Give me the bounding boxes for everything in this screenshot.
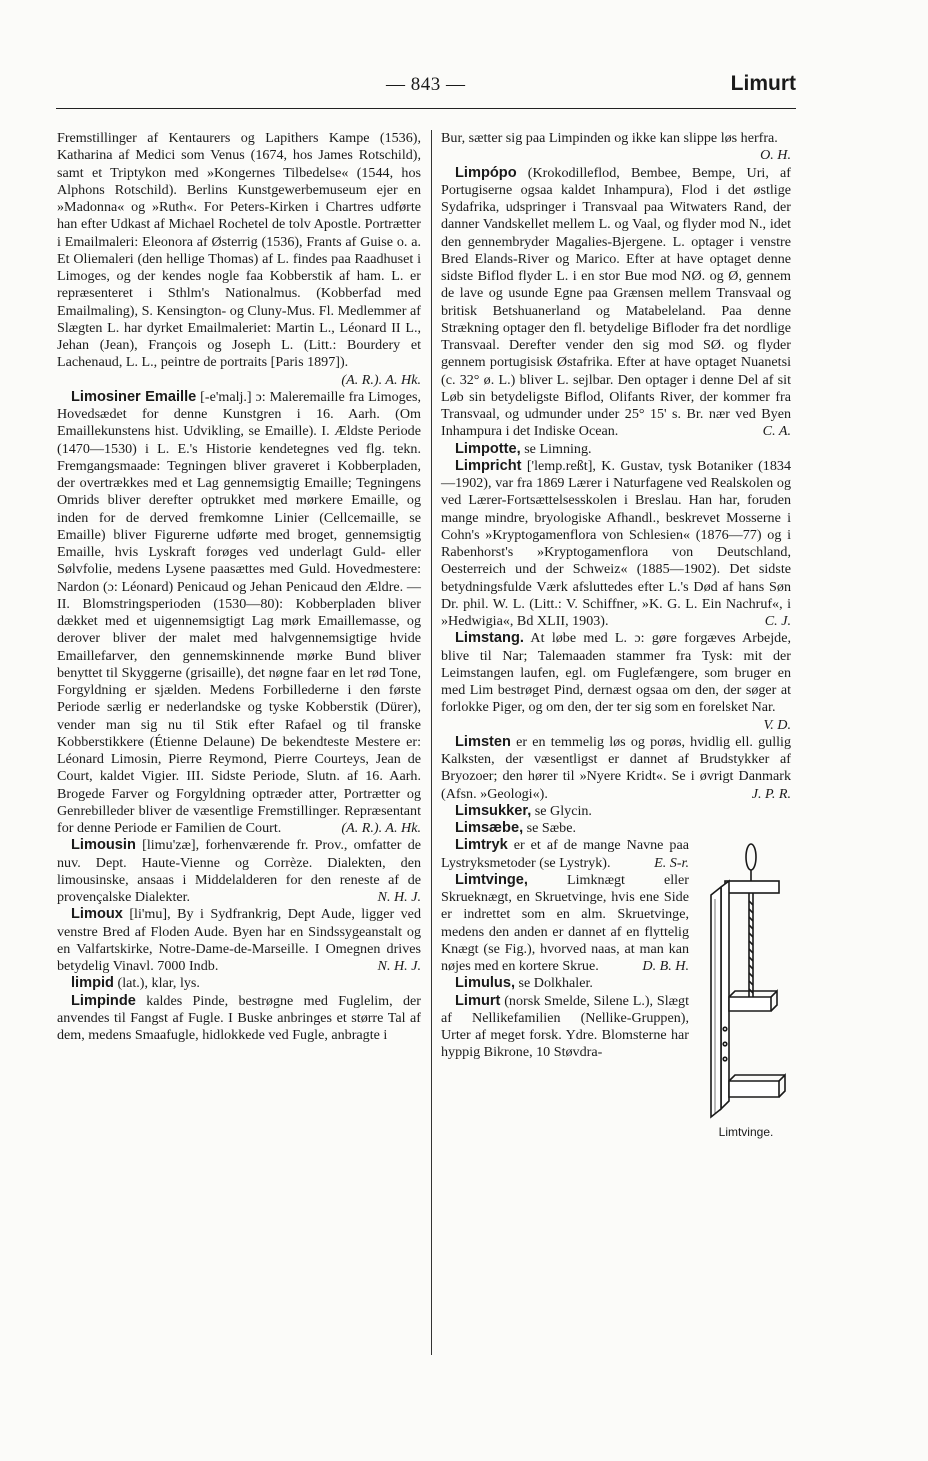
header-rule [56, 108, 796, 109]
entry-text: (lat.), klar, lys. [113, 975, 200, 992]
entry-text: kaldes Pinde, bestrøgne med Fuglelim, der anvendes til Fangst af Fugle. I Buske anbringes et større Tal af dem, medens Smaafugle, hidlokkede ved Fugle, anbragte i [57, 992, 421, 1043]
entry-limousin [57, 837, 421, 906]
headword: Limpotte, [455, 440, 521, 457]
entry-limpopo [441, 165, 791, 441]
headword: Limurt [455, 992, 501, 1009]
entry-text: er en temmelig løs og porøs, hvidlig ell. gullig Kalksten, der væsentligst er dannet af Brudstykker af Bryozoer; den hører til »Nyere Kridt«. Se i øvrigt Danmark (Afsn. »Geologi«). [441, 733, 791, 802]
entry-text: ['lemp.reßt], K. Gustav, tysk Botaniker (1834—1902), var fra 1869 Lærer i Naturfagene ved Realskolen og ved Lærer-Fortsættelsesskolen i Breslau. Han har, foruden mange mindre, bryologiske Afhandl., beskrevet Mosserne i Cohn's »Kryptogamenflora von Schlesien« (1876—77) og i Rabenhorst's »Kryptogamenflora von Deutschland, Oesterreich und der Schweiz« (1885—1902). Det sidste betydningsfulde Værk afsluttedes efter L.'s Død af hans Søn Dr. phil. W. L. (Litt.: V. Schiffner, »K. G. L. Ein Nachruf«, i »Hedwigia«, Bd XLII, 1903). [441, 457, 791, 629]
page-number: — 843 — [386, 74, 466, 95]
author-signature: (A. R.). A. Hk. [341, 371, 421, 388]
entry-text: (Krokodilleflod, Bembee, Bempe, Uri, af Portugiserne ogsaa kaldet Inhampura), Flod i det østlige Sydafrika, udspringer i Transvaal paa Witwaters Rand, der danner Vandskellet mellem L. og Vaal, og flyder mod N., idet den gennembryder Magalies-Bjergene. L. optager i venstre Bred Elands-River og Marico. Efter at have optaget denne sidste Biflod flyder L. i en stor Bue mod NØ. og Ø, gennem de lave og usunde Egne paa Grænsen mellem Transvaal og britisk Betshuanerland og Matabeleland. Paa denne Strækning optager den fl. betydelige Bifloder fra det nordlige Transvaal. Derefter vender den sig mod SØ. og flyder gennem portugisisk Østafrika. Efter at have optaget Nuanetsi (c. 32° ø. L.) bliver L. sejlbar. Den optager i denne Del af sit Løb sin betydeligste Biflod, Olifants River, der kommer fra Transvaal, og udmunder under 25° 15' s. Br. nær ved Byen Inhampura i det Indiske Ocean. [441, 164, 791, 440]
entry-limsukker [441, 803, 791, 820]
headword: Limoux [71, 906, 123, 923]
headword: Limstang. [455, 630, 524, 647]
clamp-illustration-icon [699, 839, 793, 1119]
headword: Limtryk [455, 837, 508, 854]
entry-text: se Sæbe. [523, 820, 576, 836]
author-signature: V. D. [763, 716, 791, 733]
entry-limosiner-emaille [57, 389, 421, 838]
entry-limpinde-continued [441, 130, 791, 164]
entry-limpid [57, 975, 421, 992]
entry-text: Limknægt eller Skrueknægt, en Skruetvinge, hvis ene Side er indrettet som en alm. Skruetvinge, medens den anden er dannet af en flyttelig Knægt (se Fig.), hvorved naas, at man kan nøjes med en kortere Skrue. [441, 871, 689, 974]
headword: Limousin [71, 837, 136, 854]
headword: Limpópo [455, 164, 517, 181]
headword: Limosiner Emaille [71, 388, 197, 405]
headword: Limsten [455, 733, 511, 750]
author-signature: C. A. [762, 423, 791, 440]
headword: limpid [71, 975, 114, 992]
right-column [441, 130, 791, 1139]
figure-caption: Limtvinge. [718, 1125, 774, 1139]
author-signature: O. H. [760, 147, 791, 164]
author-signature: J. P. R. [751, 785, 791, 802]
author-signature: C. J. [764, 613, 791, 629]
headword: Limtvinge, [455, 871, 528, 888]
entry-text: Fremstillinger af Kentaurers og Lapithers Kampe (1536), Katharina af Medici som Venus (1674, hos James Rotschild), samt et Triptykon med »Kongernes Tilbedelse« (1544, hos Alphons Rotschild). Berlins Kunstgewerbemuseum ejer en »Madonna« og »Ruth«. For Peters-Kirken i Chartres udførte han efter Udkast af Michael Rochetel de tolv Apostle. Portrætter i Emailmaleri: Eleonora af Østerrig (1536), Frants af Guise o. a. Et Oliemaleri (den hellige Thomas) af L. findes paa Raadhuset i Limoges, og der kendes nogle faa Kobberstik af ham. L. er repræsenteret i Sthlm's Nationalmus. (Kobberfad med Emailmaling), S. Kensington- og Cluny-Mus. Fl. Medlemmer af Slægten L. har dyrket Emailmaleriet: Martin L., Léonard II L., Jehan (Jean), François og Joseph L. (Litt.: Bourdery et Lachenaud, L. L., peintre de portraits [Paris 1897]). [57, 130, 421, 371]
headword: Limsæbe, [455, 820, 524, 836]
entry-limpotte [441, 441, 791, 458]
author-signature: E. S-r. [654, 854, 689, 871]
author-signature: N. H. J. [377, 889, 421, 905]
entry-text: [limu'zæ], forhenværende fr. Prov., omfatter de nuv. Dept. Haute-Vienne og Corrèze. Dialekten, den limousinske, ansaas i Middelalderen for den reneste af de provençalske Dialekter. [57, 837, 421, 905]
headword: Limpinde [71, 992, 136, 1009]
entry-text: se Limning. [520, 440, 592, 457]
entry-text: se Dolkhaler. [515, 975, 593, 992]
entry-text: Bur, sætter sig paa Limpinden og ikke kan slippe løs herfra. [441, 130, 778, 146]
limtvinge-figure [699, 839, 793, 1139]
running-head: Limurt [730, 72, 796, 95]
entry-text: er et af de mange Navne paa Lystryksmetoder (se Lystryk). [441, 837, 689, 871]
entry-text: [-e'malj.] ɔ: Maleremaille fra Limoges, Hovedsædet for denne Kunstgren i 16. Aarh. (Om Emaillekunstens hist. Udvikling, se Emaille). I. Ældste Periode (1470—1530) i L. E.'s Historie kendetegnes ved flg. tekn. Fremgangsmaade: Tegningen bliver graveret i Kobberpladen, der overtrækkes med et Lag gennemsigtig Emaille; Tegningens Omrids bliver derefter optrukket med mørkere Emaille, og inden for de derved fremkomne Linier (Cellcemaille, se Emaille) bliver Figurerne udførte med broget, gennemsigtig Emaille, hvis Lyskraft forøges ved underlagt Guld- eller Sølvfolie, medens Lysene paasættes med Guld. Hovedmestere: Nardon (ɔ: Léonard) Penicaud og Jehan Penicaud den Ældre. — II. Blomstringsperioden (1530—80): Kobberpladen bliver dækket med et uigennemsigtigt Lag mørk Emaillemasse, og derover bliver der malet med halvgennemsigtige hvide Emaillefarver, den gennemskinnende mørke Bund bliver benyttet til Skyggerne (grisaille), det nøgne faar en let rød Tone, Forgyldning er sjælden. Medens Forbillederne i den første Periode særlig er nederlandske og tyske Kobberstik (Dürer), vender man sig nu til Stik efter Rafael og til franske Kobberstikkere (Étienne Delaune) De bekendteste Mestere er: Léonard Limosin, Pierre Reymond, Pierre Courteys, Jean de Court, kaldet Vigier. III. Sidste Periode, Slutn. af 16. Aarh. Brogede Farver og Forgyldning optræder atter, Portrætter og Genrebilleder bliver de væsentlige Fremstillinger. Repræsentant for denne Periode er Familien de Court. [57, 388, 421, 836]
entry-limsten [441, 734, 791, 803]
entry-text: [li'mu], By i Sydfrankrig, Dept Aude, ligger ved venstre Bred af Floden Aude. Byen har en Sindssygeanstalt og en Valfartskirke, Notre-Dame-de-Marseille. I Omegnen drives betydelig Vinavl. 7000 Indb. [57, 906, 421, 974]
entry-text: se Glycin. [531, 802, 592, 819]
entry-limoux [57, 906, 421, 975]
entry-limosin-continued [57, 130, 421, 388]
entry-text: (norsk Smelde, Silene L.), Slægt af Nellikefamilien (Nellike-Gruppen), Urter af meget forsk. Ydre. Blomsterne har hyppig Bikrone, 10 Støvdra- [441, 992, 689, 1061]
author-signature: (A. R.). A. Hk. [341, 820, 421, 836]
entry-limsaebe [441, 820, 791, 837]
left-column [57, 130, 421, 1044]
headword: Limsukker, [455, 802, 532, 819]
entry-limpinde [57, 993, 421, 1045]
page-header [56, 70, 796, 110]
column-divider [431, 130, 432, 1355]
entry-limpricht [441, 458, 791, 631]
author-signature: D. B. H. [642, 958, 689, 974]
headword: Limulus, [455, 975, 515, 992]
author-signature: N. H. J. [377, 958, 421, 974]
entry-text: At løbe med L. ɔ: gøre forgæves Arbejde, blive til Nar; Talemaaden stammer fra Tysk: mit der Leimstangen laufen, egl. om Fuglefængere, som bruger en med Lim bestrøget Pind, dernæst ogsaa om den, der søger at forlokke Piger, og om den, der ter sig som en forelsket Nar. [441, 630, 791, 716]
headword: Limpricht [455, 457, 522, 474]
entry-limstang [441, 630, 791, 733]
